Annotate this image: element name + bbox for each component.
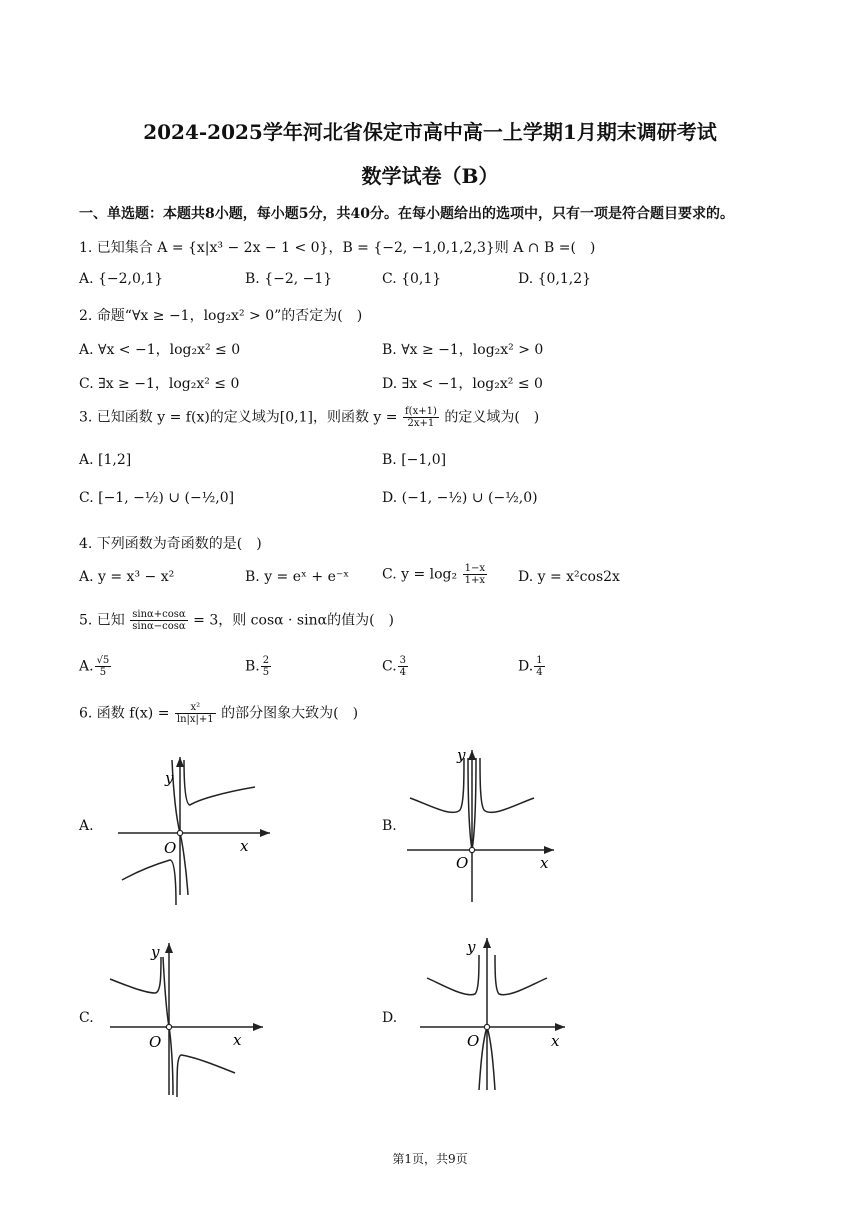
origin-dot: [469, 847, 474, 852]
q2-option-b: B. ∀x ≥ −1，log₂x² > 0: [382, 342, 544, 358]
origin-label: O: [456, 854, 469, 872]
q5-option-a: [79, 655, 112, 678]
q3-option-c: C. [−1, −½) ∪ (−½,0]: [79, 490, 235, 506]
q4-c-frac-num: 1−x: [464, 563, 485, 574]
y-axis-arrow: [483, 938, 491, 948]
q6-label-b: B.: [382, 818, 397, 834]
y-axis-label: y: [151, 943, 160, 961]
origin-dot: [166, 1024, 171, 1029]
q6-stem: [79, 702, 358, 725]
origin-dot: [177, 830, 182, 835]
q5-c-den: 4: [399, 667, 407, 678]
q1-option-d: D. {0,1,2}: [518, 271, 592, 287]
y-axis-arrow: [165, 943, 173, 953]
q5-a-label: A.: [79, 658, 94, 675]
origin-label: O: [467, 1032, 480, 1050]
curve-right-lower: [177, 1055, 235, 1097]
curve-left-upper: [410, 758, 464, 812]
q3-fraction: [403, 406, 439, 429]
x-axis-label: x: [233, 1031, 242, 1049]
q5-b-den: 5: [262, 667, 270, 678]
q3-frac-num: f(x+1): [404, 406, 437, 417]
y-axis-label: y: [165, 769, 174, 787]
q3-stem-a: 3. 已知函数 y = f(x)的定义域为[0,1]，则函数 y =: [79, 409, 398, 426]
x-axis-arrow: [544, 846, 554, 854]
q4-c-frac-den: 1+x: [464, 575, 485, 586]
x-axis-arrow: [253, 1023, 263, 1031]
q4-option-a: A. y = x³ − x²: [79, 569, 175, 585]
q5-c-fraction: [398, 655, 408, 678]
q6-frac-num: x²: [175, 702, 216, 714]
q5-option-b: [245, 655, 272, 678]
q6-graph-a: [110, 745, 280, 905]
q6-frac-den: ln|x|+1: [176, 714, 214, 725]
q5-c-num: 3: [399, 655, 407, 666]
x-axis-arrow: [555, 1023, 565, 1031]
q5-frac-den: sinα−cosα: [132, 621, 186, 632]
origin-label: O: [149, 1033, 162, 1051]
q3-frac-den: 2x+1: [407, 418, 435, 429]
curve-left-lower: [122, 860, 176, 905]
q5-fraction: [130, 609, 187, 632]
curve-left-upper: [110, 957, 161, 993]
q6-label-c: C.: [79, 1010, 94, 1026]
q5-stem-a: 5. 已知: [79, 612, 125, 629]
q5-b-num: 2: [262, 655, 270, 666]
curve-right-upper: [184, 760, 255, 805]
q5-a-fraction: [95, 655, 112, 678]
q4-stem: 4. 下列函数为奇函数的是( ): [79, 536, 262, 552]
q5-b-fraction: [261, 655, 271, 678]
page-footer: 第1页，共9页: [392, 1152, 468, 1166]
q4-option-c-fraction: [463, 563, 487, 586]
q5-a-num: √5: [96, 655, 110, 666]
q5-option-d: [518, 655, 546, 678]
q3-stem-b: 的定义域为( ): [444, 409, 540, 426]
q5-a-den: 5: [99, 667, 107, 678]
x-axis-arrow: [260, 829, 270, 837]
q6-graph-d: [415, 930, 575, 1095]
q6-stem-b: 的部分图象大致为( ): [221, 705, 359, 722]
q5-stem: [79, 609, 394, 632]
x-axis-label: x: [540, 854, 549, 872]
exam-title: 2024-2025学年河北省保定市高中高一上学期1月期末调研考试: [143, 120, 717, 144]
q1-option-c: C. {0,1}: [382, 271, 442, 287]
origin-label: O: [164, 839, 177, 857]
q6-graph-b: [402, 738, 572, 908]
q3-option-d: D. (−1, −½) ∪ (−½,0): [382, 490, 538, 506]
q3-option-a: A. [1,2]: [79, 452, 132, 468]
y-axis-arrow: [176, 757, 184, 767]
q5-d-num: 1: [536, 655, 543, 666]
q3-stem: [79, 406, 539, 429]
q3-option-b: B. [−1,0]: [382, 452, 447, 468]
q6-label-a: A.: [79, 818, 94, 834]
q2-option-a: A. ∀x < −1，log₂x² ≤ 0: [79, 342, 241, 358]
origin-dot: [484, 1024, 489, 1029]
q5-b-label: B.: [245, 658, 260, 675]
x-axis-label: x: [240, 837, 249, 855]
q5-c-label: C.: [382, 658, 397, 675]
curve-right-upper: [480, 758, 534, 812]
exam-subtitle: 数学试卷（B）: [361, 164, 499, 188]
q5-d-fraction: [534, 655, 544, 678]
y-axis-arrow: [468, 750, 476, 760]
x-axis-label: x: [551, 1032, 560, 1050]
q5-d-label: D.: [518, 658, 534, 675]
q4-option-d: D. y = x²cos2x: [518, 569, 620, 585]
q5-stem-b: = 3，则 cosα · sinα的值为( ): [193, 612, 394, 629]
q4-option-b: B. y = eˣ + e⁻ˣ: [245, 569, 350, 585]
y-axis-label: y: [467, 938, 476, 956]
curve-right-upper: [495, 955, 547, 995]
q6-stem-a: 6. 函数 f(x) =: [79, 705, 170, 722]
q1-option-a: A. {−2,0,1}: [79, 271, 164, 287]
q2-option-d: D. ∃x < −1，log₂x² ≤ 0: [382, 376, 543, 392]
q6-graph-c: [105, 935, 275, 1100]
q6-fraction: [175, 702, 216, 725]
q5-option-c: [382, 655, 409, 678]
q1-option-b: B. {−2, −1}: [245, 271, 333, 287]
q5-d-den: 4: [536, 667, 543, 678]
q4-option-c-text: C. y = log₂: [382, 566, 458, 583]
y-axis-label: y: [457, 746, 466, 764]
q2-option-c: C. ∃x ≥ −1，log₂x² ≤ 0: [79, 376, 240, 392]
curve-left-upper: [427, 955, 479, 995]
q4-option-c: [382, 563, 488, 586]
section-header: 一、单选题：本题共8小题，每小题5分，共40分。在每小题给出的选项中，只有一项是符合题目要求的。: [79, 206, 734, 222]
q5-frac-num: sinα+cosα: [132, 609, 186, 620]
q6-label-d: D.: [382, 1010, 398, 1026]
q1-stem: 1. 已知集合 A = {x|x³ − 2x − 1 < 0}，B = {−2, −1,0,1,2,3}则 A ∩ B =( ): [79, 240, 596, 256]
q2-stem: 2. 命题“∀x ≥ −1，log₂x² > 0”的否定为( ): [79, 308, 363, 324]
